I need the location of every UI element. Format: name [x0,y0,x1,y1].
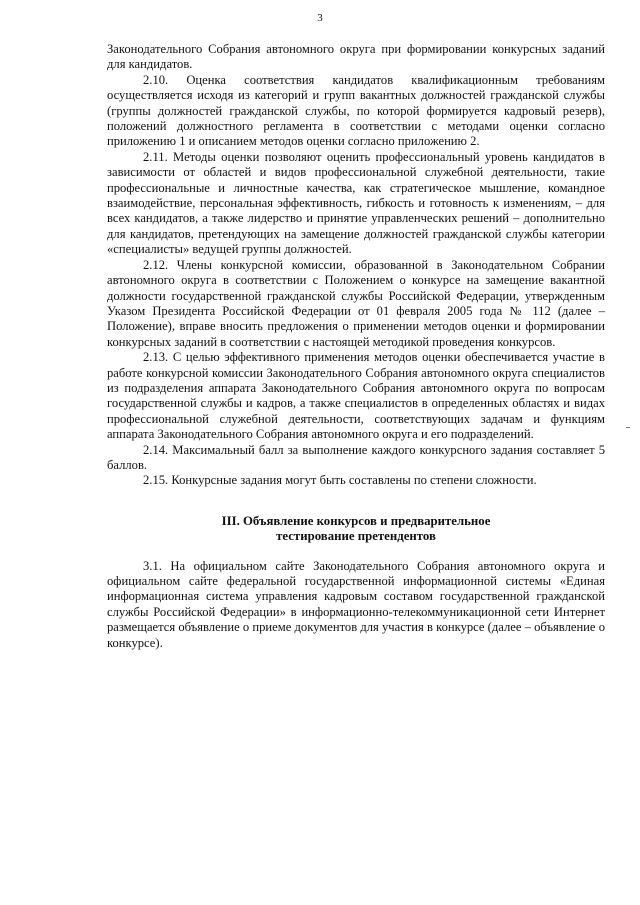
paragraphs-after-section [107,559,605,651]
section-heading-line-1: III. Объявление конкурсов и предварительное [221,513,491,528]
paragraph: 2.12. Члены конкурсной комиссии, образованной в Законодательном Собрании автономного округа в соответствии с Положением о конкурсе на замещение вакантной должности государственной гражданской службы Российской Федерации, утвержденным Указом Президента Российской Федерации от 01 февраля 2005 года № 112 (далее – Положение), вправе вносить предложения о применении методов оценки и формировании конкурсных заданий в соответствии с настоящей методикой проведения конкурсов. [107,257,605,349]
paragraph: 3.1. На официальном сайте Законодательного Собрания автономного округа и официальном сайте федеральной государственной информационной системы «Единая информационная система управления кадровым составом государственной гражданской службы Российской Федерации» в информационно-телекоммуникационной сети Интернет размещается объявление о приеме документов для участия в конкурсе (далее – объявление о конкурсе). [107,558,605,650]
paragraph: 2.14. Максимальный балл за выполнение каждого конкурсного задания составляет 5 баллов. [107,442,605,472]
paragraphs-before-section [107,42,605,489]
section-heading-line-2: тестирование претендентов [276,529,436,544]
paragraph: 2.10. Оценка соответствия кандидатов квалификационным требованиям осуществляется исходя из категорий и групп вакантных должностей гражданской службы (группы должностей гражданской службы, по которой формируется кадровый резерв), положений должностного регламента в соответствии с методами оценки согласно приложению 1 и описанием методов оценки согласно приложению 2. [107,72,605,149]
page-number: 3 [317,12,323,24]
paragraph: Законодательного Собрания автономного округа при формировании конкурсных заданий для кандидатов. [107,42,605,72]
paragraph: 2.13. С целью эффективного применения методов оценки обеспечивается участие в работе конкурсной комиссии Законодательного Собрания автономного округа специалистов из подразделения аппарата Законодательного Собрания автономного округа по вопросам государственной службы и кадров, а также специалистов в определенных областях и видах профессиональной служебной деятельности, соответствующих задачам и функциям аппарата Законодательного Собрания автономного округа и его подразделений. [107,350,605,442]
margin-mark [626,427,630,428]
section-heading [107,514,605,545]
paragraph: 2.15. Конкурсные задания могут быть составлены по степени сложности. [143,473,537,488]
paragraph: 2.11. Методы оценки позволяют оценить профессиональный уровень кандидатов в зависимости от областей и видов профессиональной служебной деятельности, такие профессиональные и личностные качества, как стратегическое мышление, командное взаимодействие, персональная эффективность, гибкость и готовность к изменениям, – для всех кандидатов, а также лидерство и принятие управленческих решений – дополнительно для кандидатов, претендующих на замещение должностей гражданской службы категории «специалисты» ведущей группы должностей. [107,149,605,257]
document-body [107,42,605,651]
